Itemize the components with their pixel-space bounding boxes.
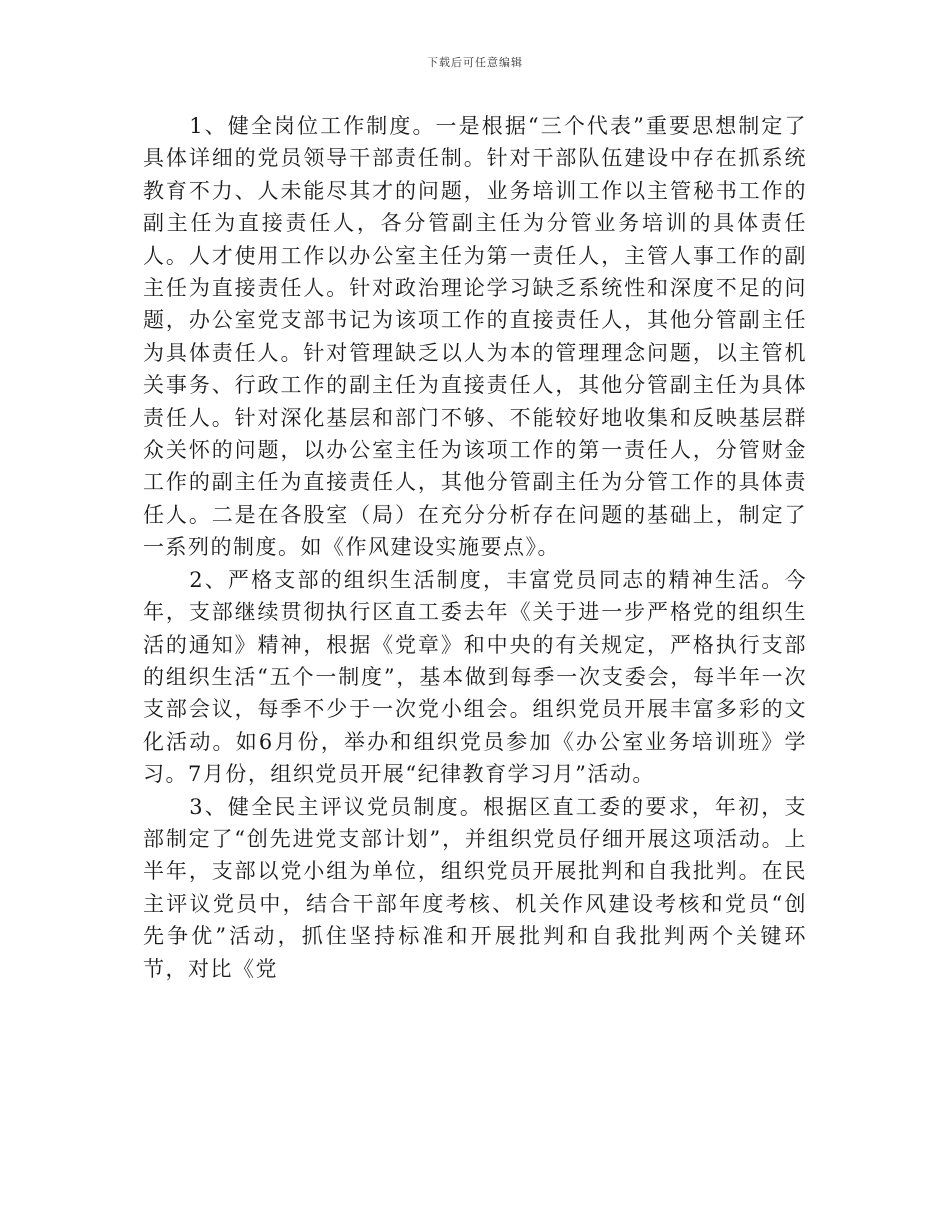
paragraph-2: 2、严格支部的组织生活制度，丰富党员同志的精神生活。今年，支部继续贯彻执行区直工委去年《关于进一步严格党的组织生活的通知》精神，根据《党章》和中央的有关规定，严格执行支部的组织生活“五个一制度”，基本做到每季一次支委会，每半年一次支部会议，每季不少于一次党小组会。组织党员开展丰富多彩的文化活动。如6月份，举办和组织党员参加《办公室业务培训班》学习。7月份，组织党员开展“纪律教育学习月”活动。 — [143, 567, 807, 787]
document-body — [143, 110, 807, 985]
page-header: 下载后可任意编辑 — [427, 56, 523, 69]
paragraph-1: 1、健全岗位工作制度。一是根据“三个代表”重要思想制定了具体详细的党员领导干部责任制。针对干部队伍建设中存在抓系统教育不力、人未能尽其才的问题，业务培训工作以主管秘书工作的副主任为直接责任人，各分管副主任为分管业务培训的具体责任人。人才使用工作以办公室主任为第一责任人，主管人事工作的副主任为直接责任人。针对政治理论学习缺乏系统性和深度不足的问题，办公室党支部书记为该项工作的直接责任人，其他分管副主任为具体责任人。针对管理缺乏以人为本的管理理念问题，以主管机关事务、行政工作的副主任为直接责任人，其他分管副主任为具体责任人。针对深化基层和部门不够、不能较好地收集和反映基层群众关怀的问题，以办公室主任为该项工作的第一责任人，分管财金工作的副主任为直接责任人，其他分管副主任为分管工作的具体责任人。二是在各股室（局）在充分分析存在问题的基础上，制定了一系列的制度。如《作风建设实施要点》。 — [143, 114, 807, 560]
paragraph-3: 3、健全民主评议党员制度。根据区直工委的要求，年初，支部制定了“创先进党支部计划”，并组织党员仔细开展这项活动。上半年，支部以党小组为单位，组织党员开展批判和自我批判。在民主评议党员中，结合干部年度考核、机关作风建设考核和党员“创先争优”活动，抓住坚持标准和开展批判和自我批判两个关键环节，对比《党 — [143, 794, 807, 981]
